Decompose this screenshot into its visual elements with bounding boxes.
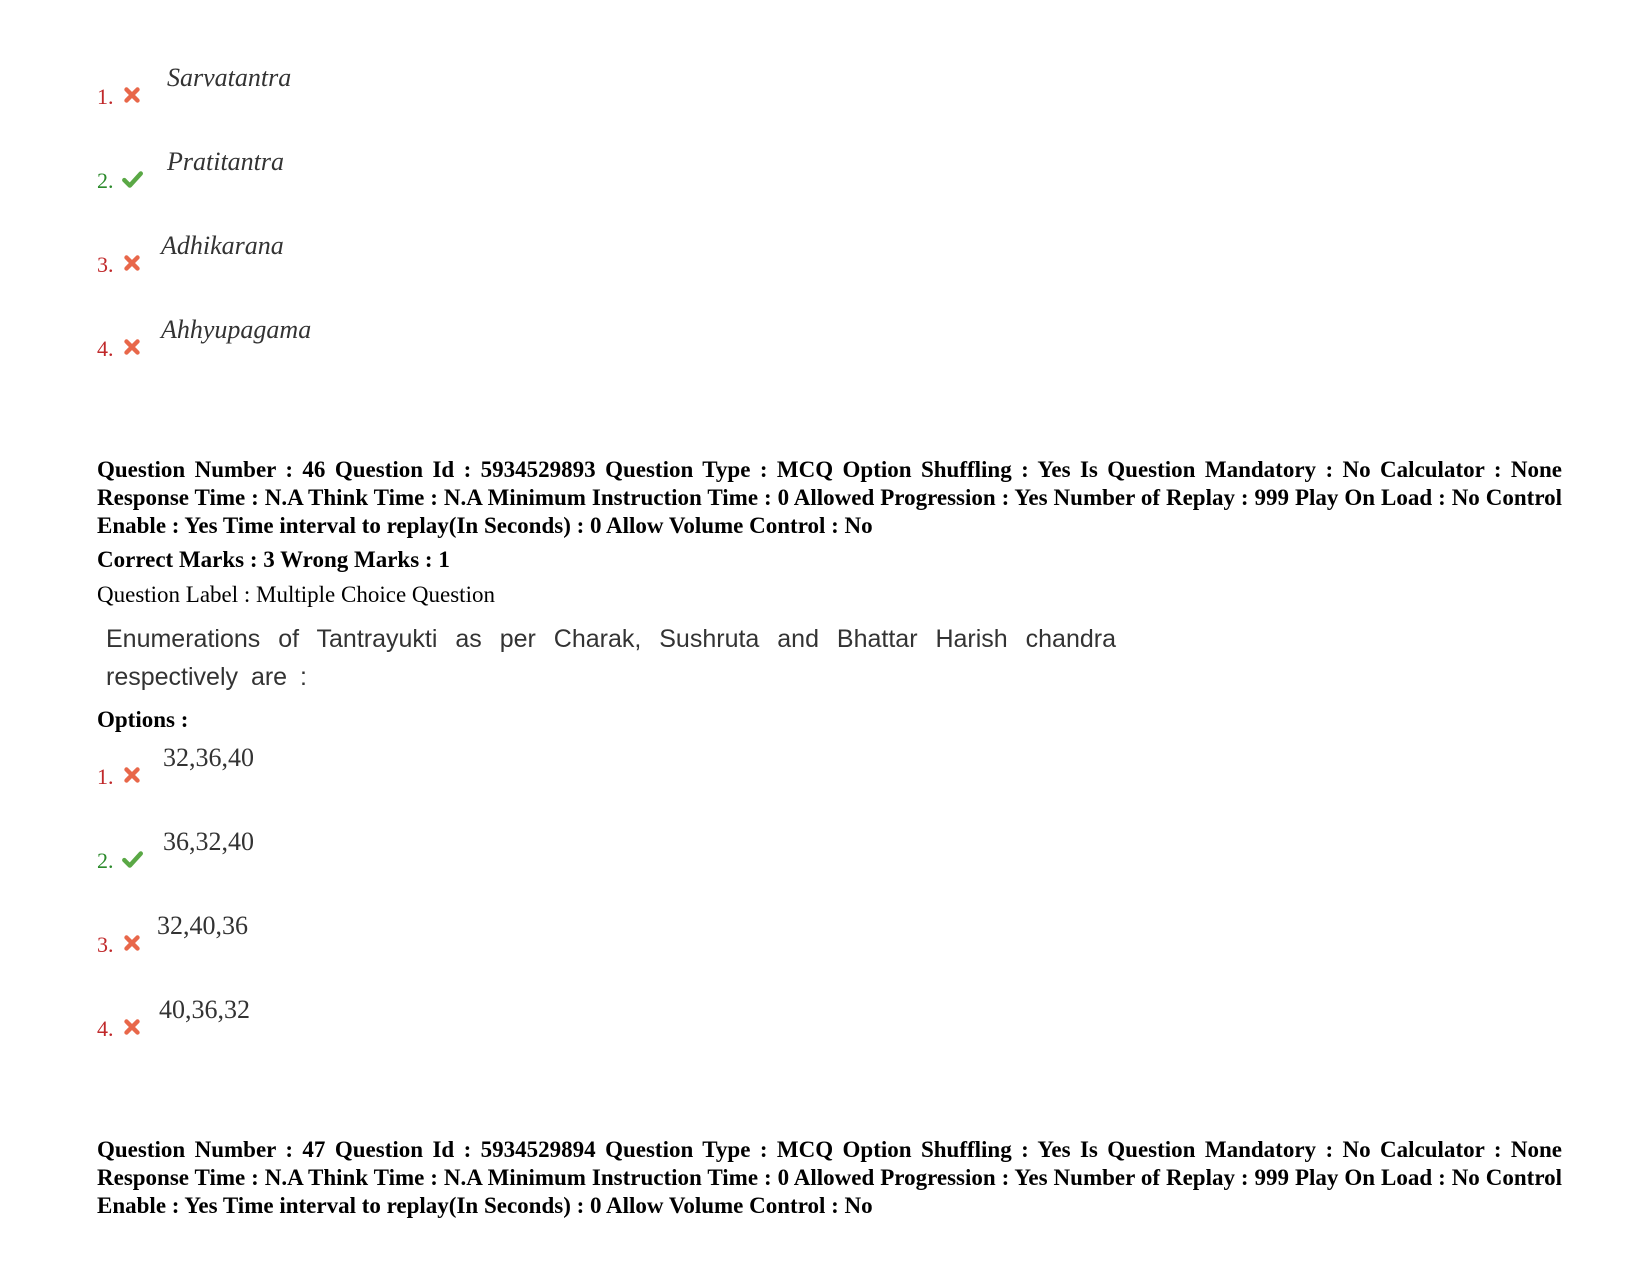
question-label: Question Label : Multiple Choice Question bbox=[97, 582, 495, 607]
option-number: 3. bbox=[97, 252, 114, 277]
option-item bbox=[97, 826, 697, 886]
option-text: 32,40,36 bbox=[157, 911, 248, 940]
option-text: Adhikarana bbox=[161, 231, 284, 260]
cross-icon bbox=[121, 764, 143, 786]
option-text: Ahhyupagama bbox=[161, 315, 312, 344]
option-number: 4. bbox=[97, 336, 114, 361]
cross-icon bbox=[121, 84, 143, 106]
option-number: 1. bbox=[97, 764, 114, 789]
option-item bbox=[97, 62, 697, 122]
cross-icon bbox=[121, 1016, 143, 1038]
option-text: 36,32,40 bbox=[163, 827, 254, 856]
check-icon bbox=[121, 168, 143, 190]
options-heading: Options : bbox=[97, 707, 189, 732]
option-number: 3. bbox=[97, 932, 114, 957]
option-text: 40,36,32 bbox=[159, 995, 250, 1024]
cross-icon bbox=[121, 336, 143, 358]
option-item bbox=[97, 910, 697, 970]
check-icon bbox=[121, 848, 143, 870]
cross-icon bbox=[121, 252, 143, 274]
option-number: 1. bbox=[97, 84, 114, 109]
option-text: Pratitantra bbox=[167, 147, 285, 176]
option-number: 2. bbox=[97, 848, 114, 873]
option-text: 32,36,40 bbox=[163, 743, 254, 772]
question-metadata: Question Number : 47 Question Id : 5934529894 Question Type : MCQ Option Shuffling : Yes Is Question Mandatory : No Calculator : None Response Time : N.A Think Time : N.A Minimum Instruction Time : 0 Allowed Progression : Yes Number of Replay : 999 Play On Load : No Control Enable : Yes Time interval to replay(In Seconds) : 0 Allow Volume Control : No bbox=[97, 1137, 1562, 1218]
option-number: 4. bbox=[97, 1016, 114, 1041]
option-text: Sarvatantra bbox=[167, 63, 292, 92]
option-item bbox=[97, 314, 697, 374]
question-metadata: Question Number : 46 Question Id : 5934529893 Question Type : MCQ Option Shuffling : Yes Is Question Mandatory : No Calculator : None Response Time : N.A Think Time : N.A Minimum Instruction Time : 0 Allowed Progression : Yes Number of Replay : 999 Play On Load : No Control Enable : Yes Time interval to replay(In Seconds) : 0 Allow Volume Control : No bbox=[97, 457, 1562, 538]
question-marks: Correct Marks : 3 Wrong Marks : 1 bbox=[97, 547, 450, 572]
question-text: Enumerations of Tantrayukti as per Charak, Sushruta and Bhattar Harish chandra respectively are : bbox=[106, 625, 1116, 691]
option-item bbox=[97, 230, 697, 290]
option-item bbox=[97, 742, 697, 802]
option-item bbox=[97, 994, 697, 1054]
option-number: 2. bbox=[97, 168, 114, 193]
option-item bbox=[97, 146, 697, 206]
cross-icon bbox=[121, 932, 143, 954]
